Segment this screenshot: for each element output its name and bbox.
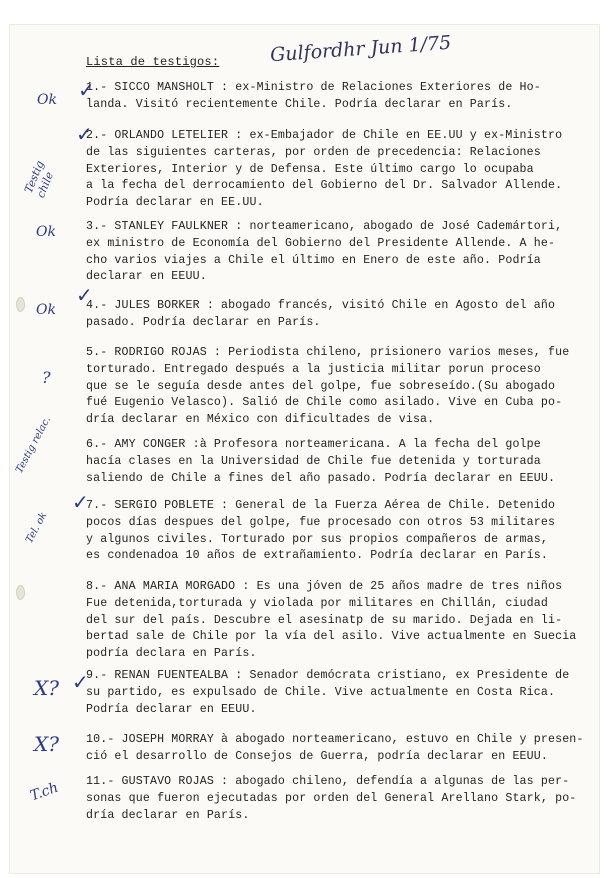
- entry-line: dría declarar en París.: [86, 808, 250, 822]
- entry-line: fué Eugenio Velasco). Salió de Chile como asilado. Vive en Cuba po-: [86, 396, 563, 410]
- checkmark-icon: ✓: [72, 670, 89, 694]
- entry-line: cho varios viajes a Chile el último en Enero de este año. Podría: [86, 253, 541, 267]
- entry-line: declarar en EEUU.: [86, 270, 207, 284]
- entry-line: 6.- AMY CONGER :à Profesora norteamericana. A la fecha del golpe: [86, 438, 541, 451]
- entry-line: es condenadoa 10 años de extrañamiento. Podría declarar en París.: [86, 549, 548, 563]
- entry-line: 10.- JOSEPH MORRAY à abogado norteamericano, estuvo en Chile y presen-: [86, 733, 584, 746]
- witness-entry: [86, 128, 594, 212]
- entry-line: landa. Visitó recientemente Chile. Podría declarar en París.: [86, 97, 513, 111]
- witness-entry: [86, 732, 594, 766]
- entry-line: 8.- ANA MARIA MORGADO : Es una jóven de 25 años madre de tres niños: [86, 580, 563, 593]
- witness-entry: [86, 298, 594, 332]
- entry-line: Fue detenida,torturada y violada por militares en Chillán, ciudad: [86, 596, 548, 610]
- entry-line: sonas que fueron ejecutadas por orden del General Arellano Stark, po-: [86, 791, 577, 805]
- entry-line: ex ministro de Economía del Gobierno del Presidente Allende. A he-: [86, 236, 556, 250]
- margin-note: ?: [42, 368, 51, 387]
- witness-entry: [86, 579, 594, 663]
- margin-note: X?: [34, 676, 59, 700]
- checkmark-icon: ✓: [72, 490, 89, 514]
- entry-line: dría declarar en México con dificultades de visa.: [86, 413, 435, 427]
- entry-line: 11.- GUSTAVO ROJAS : abogado chileno, defendía a algunas de las per-: [86, 775, 570, 788]
- entry-line: 7.- SERGIO POBLETE : General de la Fuerza Aérea de Chile. Detenido: [86, 499, 556, 512]
- margin-note: Testig chile: [22, 158, 57, 200]
- entry-line: pasado. Podría declarar en París.: [86, 315, 321, 329]
- margin-note: Ok: [37, 92, 57, 108]
- entry-line: saliendo de Chile a fines del año pasado. Podría declarar en EEUU.: [86, 471, 556, 485]
- margin-note: X?: [34, 732, 59, 756]
- checkmark-icon: ✓: [76, 122, 93, 146]
- margin-note: Ok: [36, 302, 56, 318]
- margin-note: Ok: [36, 224, 56, 240]
- entry-line: 1.- SICCO MANSHOLT : ex-Ministro de Relaciones Exteriores de Ho-: [86, 81, 541, 94]
- entry-line: Exteriores, Interior y de Defensa. Este último cargo lo ocupaba: [86, 162, 534, 176]
- handwritten-header: Gulfordhr Jun 1/75: [269, 31, 452, 67]
- entry-line: 5.- RODRIGO ROJAS : Periodista chileno, prisionero varios meses, fue: [86, 346, 570, 359]
- witness-entry: [86, 345, 594, 429]
- witness-entry: [86, 498, 594, 565]
- witness-entry: [86, 437, 594, 487]
- margin-note: Testig relac.: [14, 414, 54, 476]
- checkmark-icon: ✓: [76, 283, 93, 307]
- checkmark-icon: ✓: [78, 78, 95, 102]
- margin-note: T.ch: [28, 779, 61, 805]
- entry-line: 9.- RENAN FUENTEALBA : Senador demócrata cristiano, ex Presidente de: [86, 669, 570, 682]
- entry-line: Podría declarar en EE.UU.: [86, 196, 264, 210]
- entry-line: 3.- STANLEY FAULKNER : norteamericano, abogado de José Cademártori,: [86, 220, 563, 233]
- witness-entry: [86, 80, 594, 114]
- witness-entry: [86, 774, 594, 824]
- entry-line: bertad sale de Chile por la vía del asilo. Vive actualmente en Suecia: [86, 630, 577, 644]
- margin-note: Tel. ok: [24, 510, 50, 546]
- entry-line: ció el desarrollo de Consejos de Guerra, podría declarar en EEUU.: [86, 749, 548, 763]
- entry-line: y algunos civiles. Torturado por sus propios compañeros de armas,: [86, 532, 548, 546]
- entry-line: hacía clases en la Universidad de Chile fue detenida y torturada: [86, 454, 541, 468]
- witness-entry: [86, 219, 594, 286]
- entry-line: de las siguientes carteras, por orden de precedencia: Relaciones: [86, 145, 541, 159]
- entry-line: su partido, es expulsado de Chile. Vive actualmente en Costa Rica.: [86, 685, 556, 699]
- entry-line: 4.- JULES BORKER : abogado francés, visitó Chile en Agosto del año: [86, 299, 556, 312]
- entry-line: 2.- ORLANDO LETELIER : ex-Embajador de Chile en EE.UU y ex-Ministro: [86, 129, 563, 142]
- entry-line: Podría declarar en EEUU.: [86, 702, 257, 716]
- entry-line: torturado. Entregado después a la justicia militar porun proceso: [86, 362, 541, 376]
- entry-line: del sur del país. Descubre el asesinatp de su marido. Dejada en li-: [86, 613, 563, 627]
- entry-line: podría declara en París.: [86, 647, 257, 661]
- entry-line: pocos días despues del golpe, fue procesado con otros 53 militares: [86, 515, 556, 529]
- witness-entry: [86, 668, 594, 718]
- entry-line: que se le seguía desde antes del golpe, fue sobreseído.(Su abogado: [86, 379, 556, 393]
- page-title: Lista de testigos:: [86, 55, 220, 69]
- entry-line: a la fecha del derrocamiento del Gobierno del Dr. Salvador Allende.: [86, 179, 563, 193]
